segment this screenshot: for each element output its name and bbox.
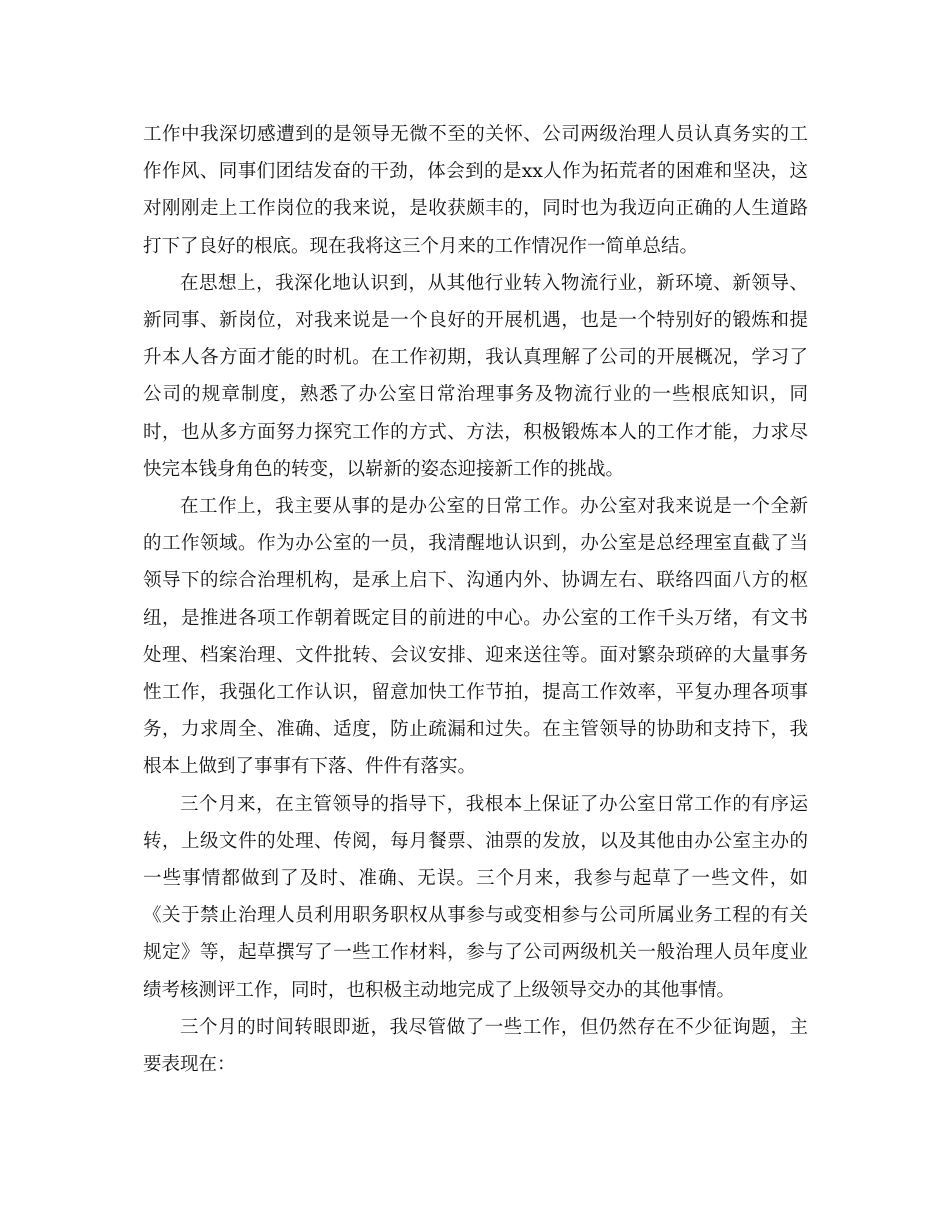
- paragraph-4: 三个月来，在主管领导的指导下，我根本上保证了办公室日常工作的有序运转，上级文件的处理、传阅，每月餐票、油票的发放，以及其他由办公室主办的一些事情都做到了及时、准确、无误。三个月来，我参与起草了一些文件，如《关于禁止治理人员利用职务职权从事参与或变相参与公司所属业务工程的有关规定》等，起草撰写了一些工作材料，参与了公司两级机关一般治理人员年度业绩考核测评工作，同时，也积极主动地完成了上级领导交办的其他事情。: [143, 793, 808, 1001]
- paragraph-3: 在工作上，我主要从事的是办公室的日常工作。办公室对我来说是一个全新的工作领域。作为办公室的一员，我清醒地认识到，办公室是总经理室直截了当领导下的综合治理机构，是承上启下、沟通内外、协调左右、联络四面八方的枢纽，是推进各项工作朝着既定目的前进的中心。办公室的工作千头万绪，有文书处理、档案治理、文件批转、会议安排、迎来送往等。面对繁杂琐碎的大量事务性工作，我强化工作认识，留意加快工作节拍，提高工作效率，平复办理各项事务，力求周全、准确、适度，防止疏漏和过失。在主管领导的协助和支持下，我根本上做到了事事有下落、件件有落实。: [143, 496, 808, 778]
- document-body: [143, 116, 808, 1083]
- paragraph-5: 三个月的时间转眼即逝，我尽管做了一些工作，但仍然存在不少征询题，主要表现在：: [143, 1016, 808, 1076]
- paragraph-2: 在思想上，我深化地认识到，从其他行业转入物流行业，新环境、新领导、新同事、新岗位，对我来说是一个良好的开展机遇，也是一个特别好的锻炼和提升本人各方面才能的时机。在工作初期，我认真理解了公司的开展概况，学习了公司的规章制度，熟悉了办公室日常治理事务及物流行业的一些根底知识，同时，也从多方面努力探究工作的方式、方法，积极锻炼本人的工作才能，力求尽快完本钱身角色的转变，以崭新的姿态迎接新工作的挑战。: [143, 272, 808, 480]
- paragraph-1: 工作中我深切感遭到的是领导无微不至的关怀、公司两级治理人员认真务实的工作作风、同事们团结发奋的干劲，体会到的是xx人作为拓荒者的困难和坚决，这对刚刚走上工作岗位的我来说，是收获颇丰的，同时也为我迈向正确的人生道路打下了良好的根底。现在我将这三个月来的工作情况作一简单总结。: [143, 124, 808, 257]
